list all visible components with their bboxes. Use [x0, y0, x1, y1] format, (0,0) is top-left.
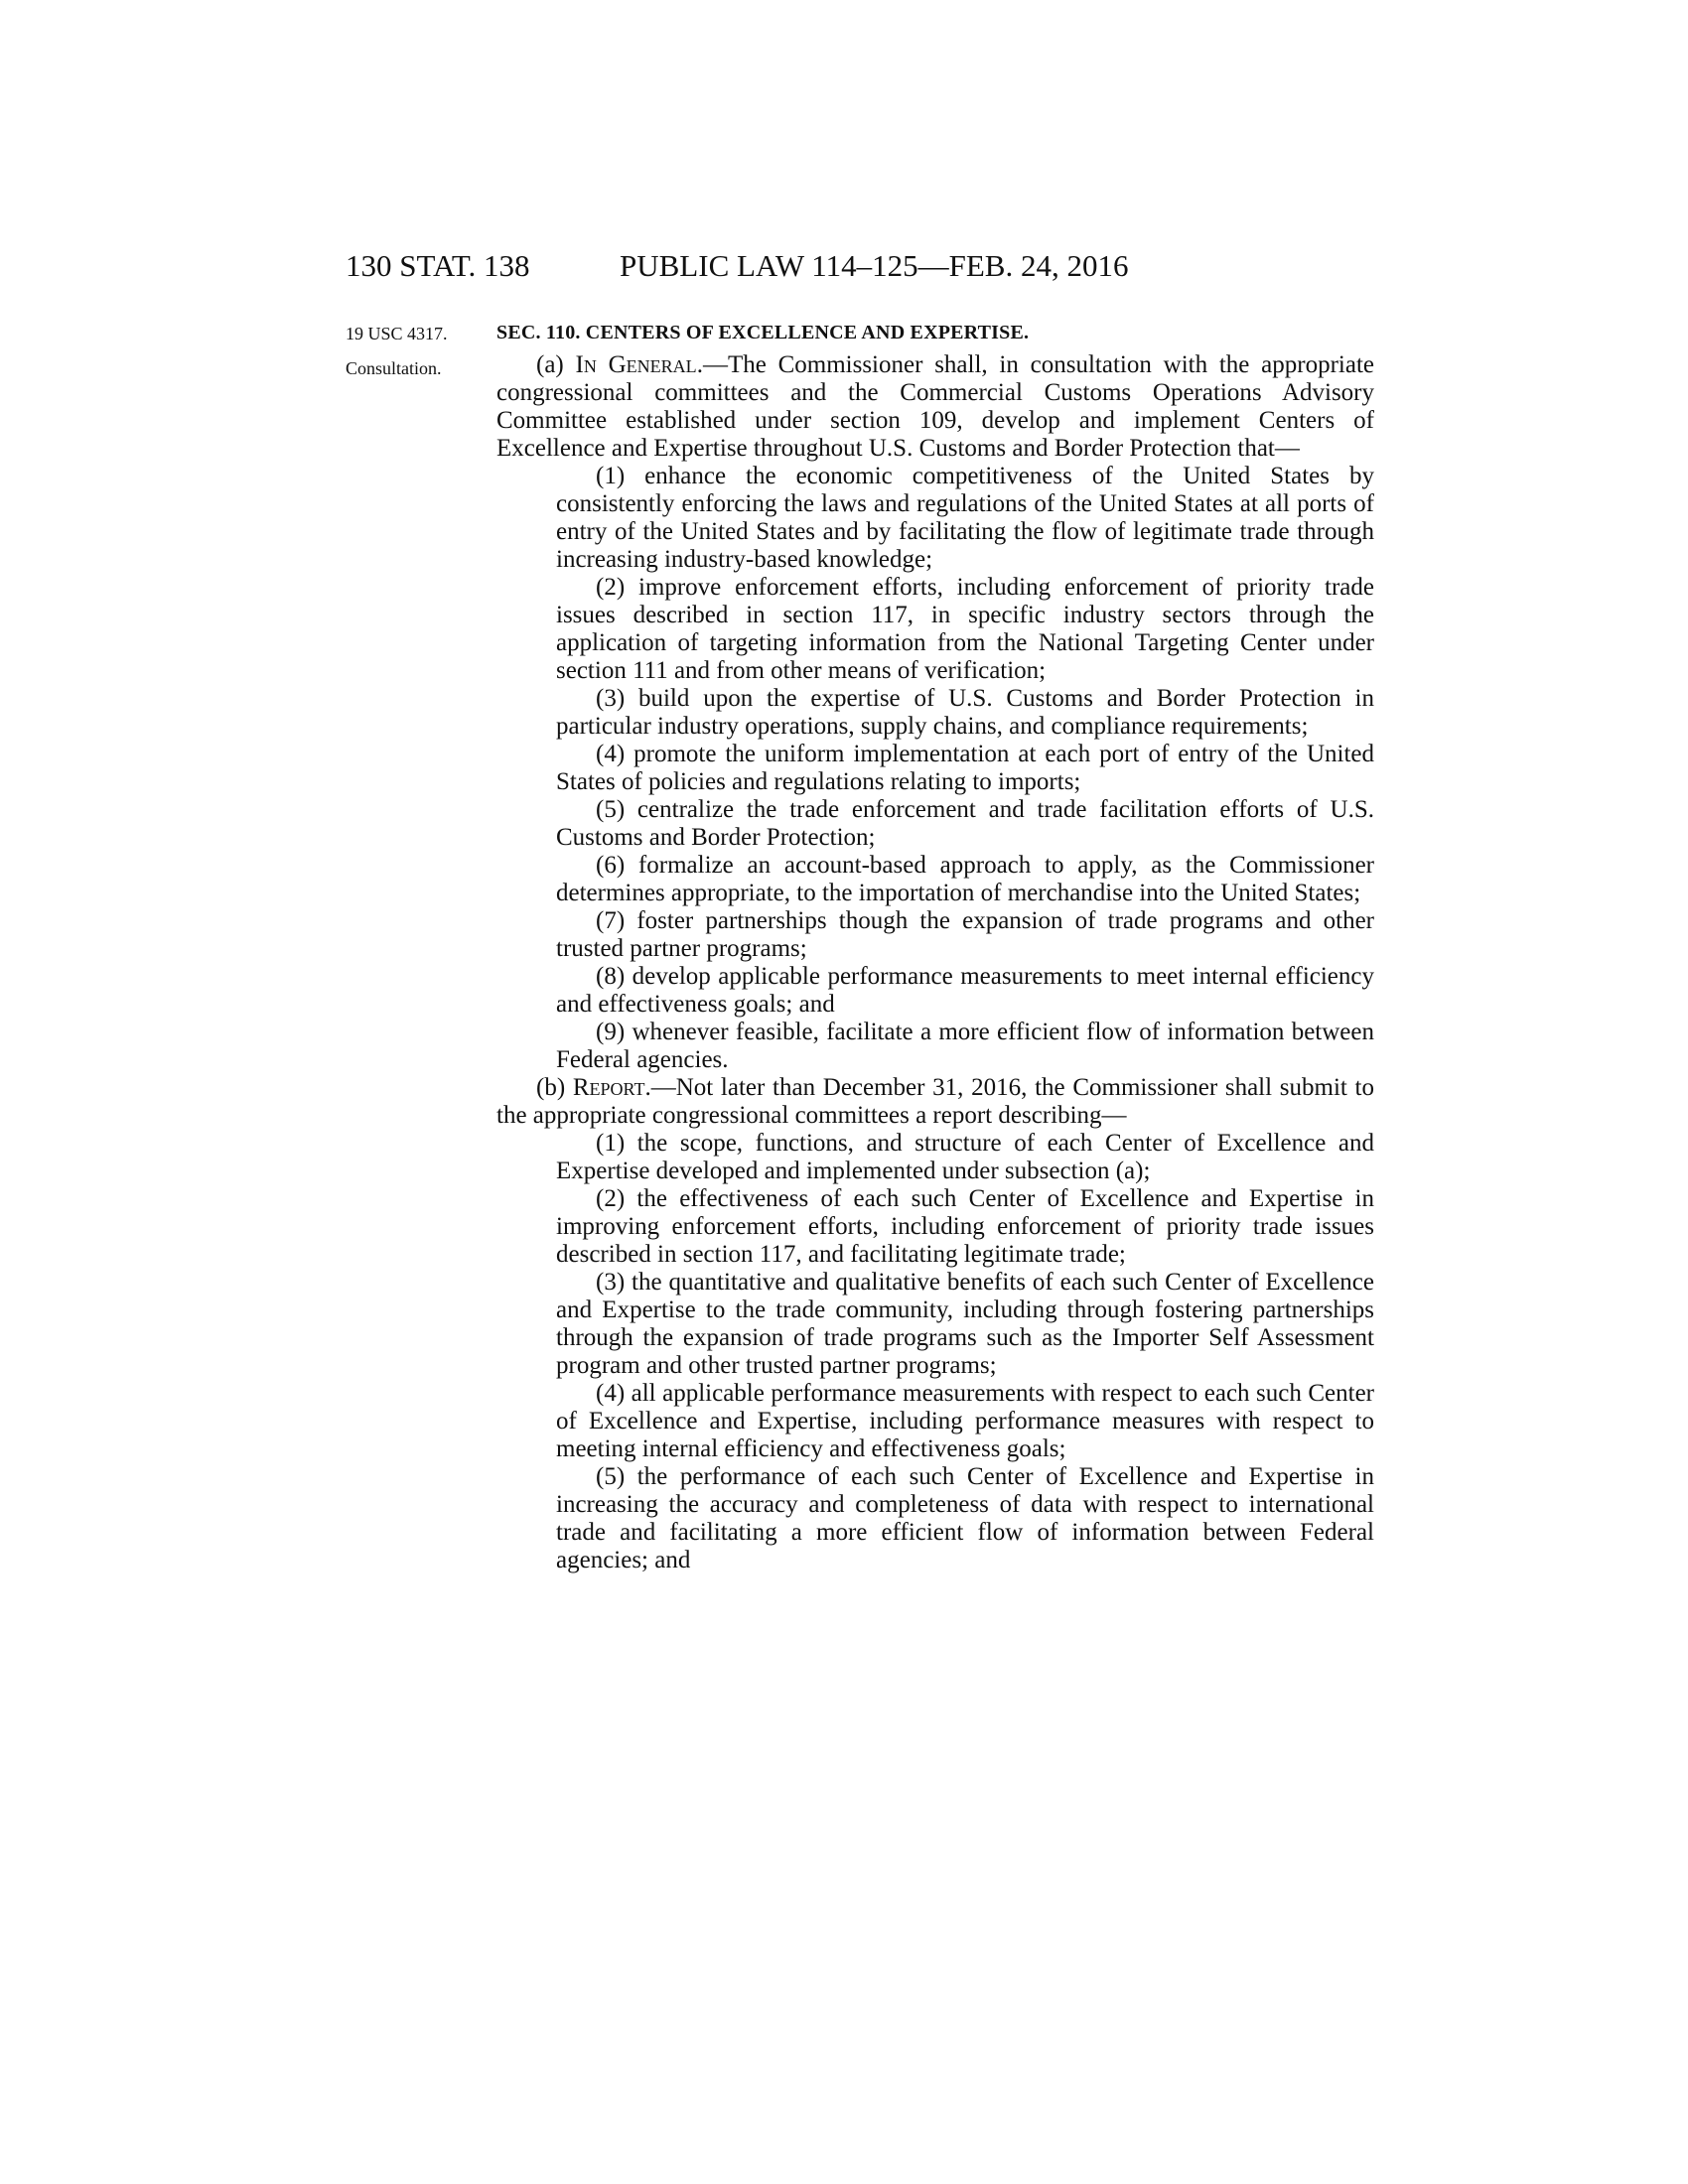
subsection-a-item-8: (8) develop applicable performance measurements to meet internal efficiency and effectiveness goals; and: [556, 963, 1374, 1018]
subsection-b-item-1: (1) the scope, functions, and structure of each Center of Excellence and Expertise developed and implemented under subsection (a);: [556, 1130, 1374, 1184]
body-text: [496, 320, 1374, 1574]
subsection-a-text: .—The Commissioner shall, in consultation with the appropriate congressional committees and the Commercial Customs Operations Advisory Committee established under section 109, develop and implement Centers of Excellence and Expertise throughout U.S. Customs and Border Protection that—: [496, 351, 1375, 462]
subsection-a-intro: [496, 351, 1374, 463]
subsection-b-caption: Report: [572, 1074, 645, 1101]
subsection-a-item-4: (4) promote the uniform implementation at each port of entry of the United States of policies and regulations relating to imports;: [556, 741, 1374, 795]
subsection-a-item-1: (1) enhance the economic competitiveness of the United States by consistently enforcing the laws and regulations of the United States at all ports of entry of the United States and by facilitating the flow of legitimate trade through increasing industry-based knowledge;: [556, 463, 1374, 573]
subsection-a-item-6: (6) formalize an account-based approach to apply, as the Commissioner determines appropriate, to the importation of merchandise into the United States;: [556, 852, 1374, 906]
statute-page-number: 130 STAT. 138: [346, 248, 530, 283]
margin-note-consultation: Consultation.: [346, 358, 442, 378]
subsection-b-item-5: (5) the performance of each such Center of Excellence and Expertise in increasing the accuracy and completeness of data with respect to international trade and facilitating a more efficient flow of information between Federal agencies; and: [556, 1463, 1374, 1573]
subsection-b-label: (b): [536, 1074, 566, 1101]
subsection-b-item-3: (3) the quantitative and qualitative benefits of each such Center of Excellence and Expertise to the trade community, including through fostering partnerships through the expansion of trade programs such as the Importer Self Assessment program and other trusted partner programs;: [556, 1269, 1374, 1379]
subsection-b-item-2: (2) the effectiveness of each such Center of Excellence and Expertise in improving enforcement efforts, including enforcement of priority trade issues described in section 117, and facilitating legitimate trade;: [556, 1185, 1374, 1268]
margin-note-usc-citation: 19 USC 4317.: [346, 324, 448, 343]
subsection-a-caption: In General: [575, 351, 697, 378]
subsection-a-item-2: (2) improve enforcement efforts, including enforcement of priority trade issues described in section 117, in specific industry sectors through the application of targeting information from the National Targeting Center under section 111 and from other means of verification;: [556, 574, 1374, 684]
subsection-b-item-4: (4) all applicable performance measurements with respect to each such Center of Excellence and Expertise, including performance measures with respect to meeting internal efficiency and effectiveness goals;: [556, 1380, 1374, 1462]
subsection-a-item-9: (9) whenever feasible, facilitate a more efficient flow of information between Federal agencies.: [556, 1019, 1374, 1073]
subsection-a-item-5: (5) centralize the trade enforcement and trade facilitation efforts of U.S. Customs and Border Protection;: [556, 796, 1374, 851]
subsection-b-text: .—Not later than December 31, 2016, the Commissioner shall submit to the appropriate congressional committees a report describing—: [496, 1074, 1374, 1129]
public-law-title: PUBLIC LAW 114–125—FEB. 24, 2016: [620, 248, 1129, 283]
section-heading: SEC. 110. CENTERS OF EXCELLENCE AND EXPERTISE.: [496, 322, 1030, 343]
subsection-a-item-7: (7) foster partnerships though the expansion of trade programs and other trusted partner programs;: [556, 907, 1374, 962]
subsection-b-intro: [496, 1074, 1374, 1130]
running-header: [346, 246, 1370, 286]
subsection-a-item-3: (3) build upon the expertise of U.S. Customs and Border Protection in particular industry operations, supply chains, and compliance requirements;: [556, 685, 1374, 740]
subsection-a-label: (a): [536, 351, 564, 378]
